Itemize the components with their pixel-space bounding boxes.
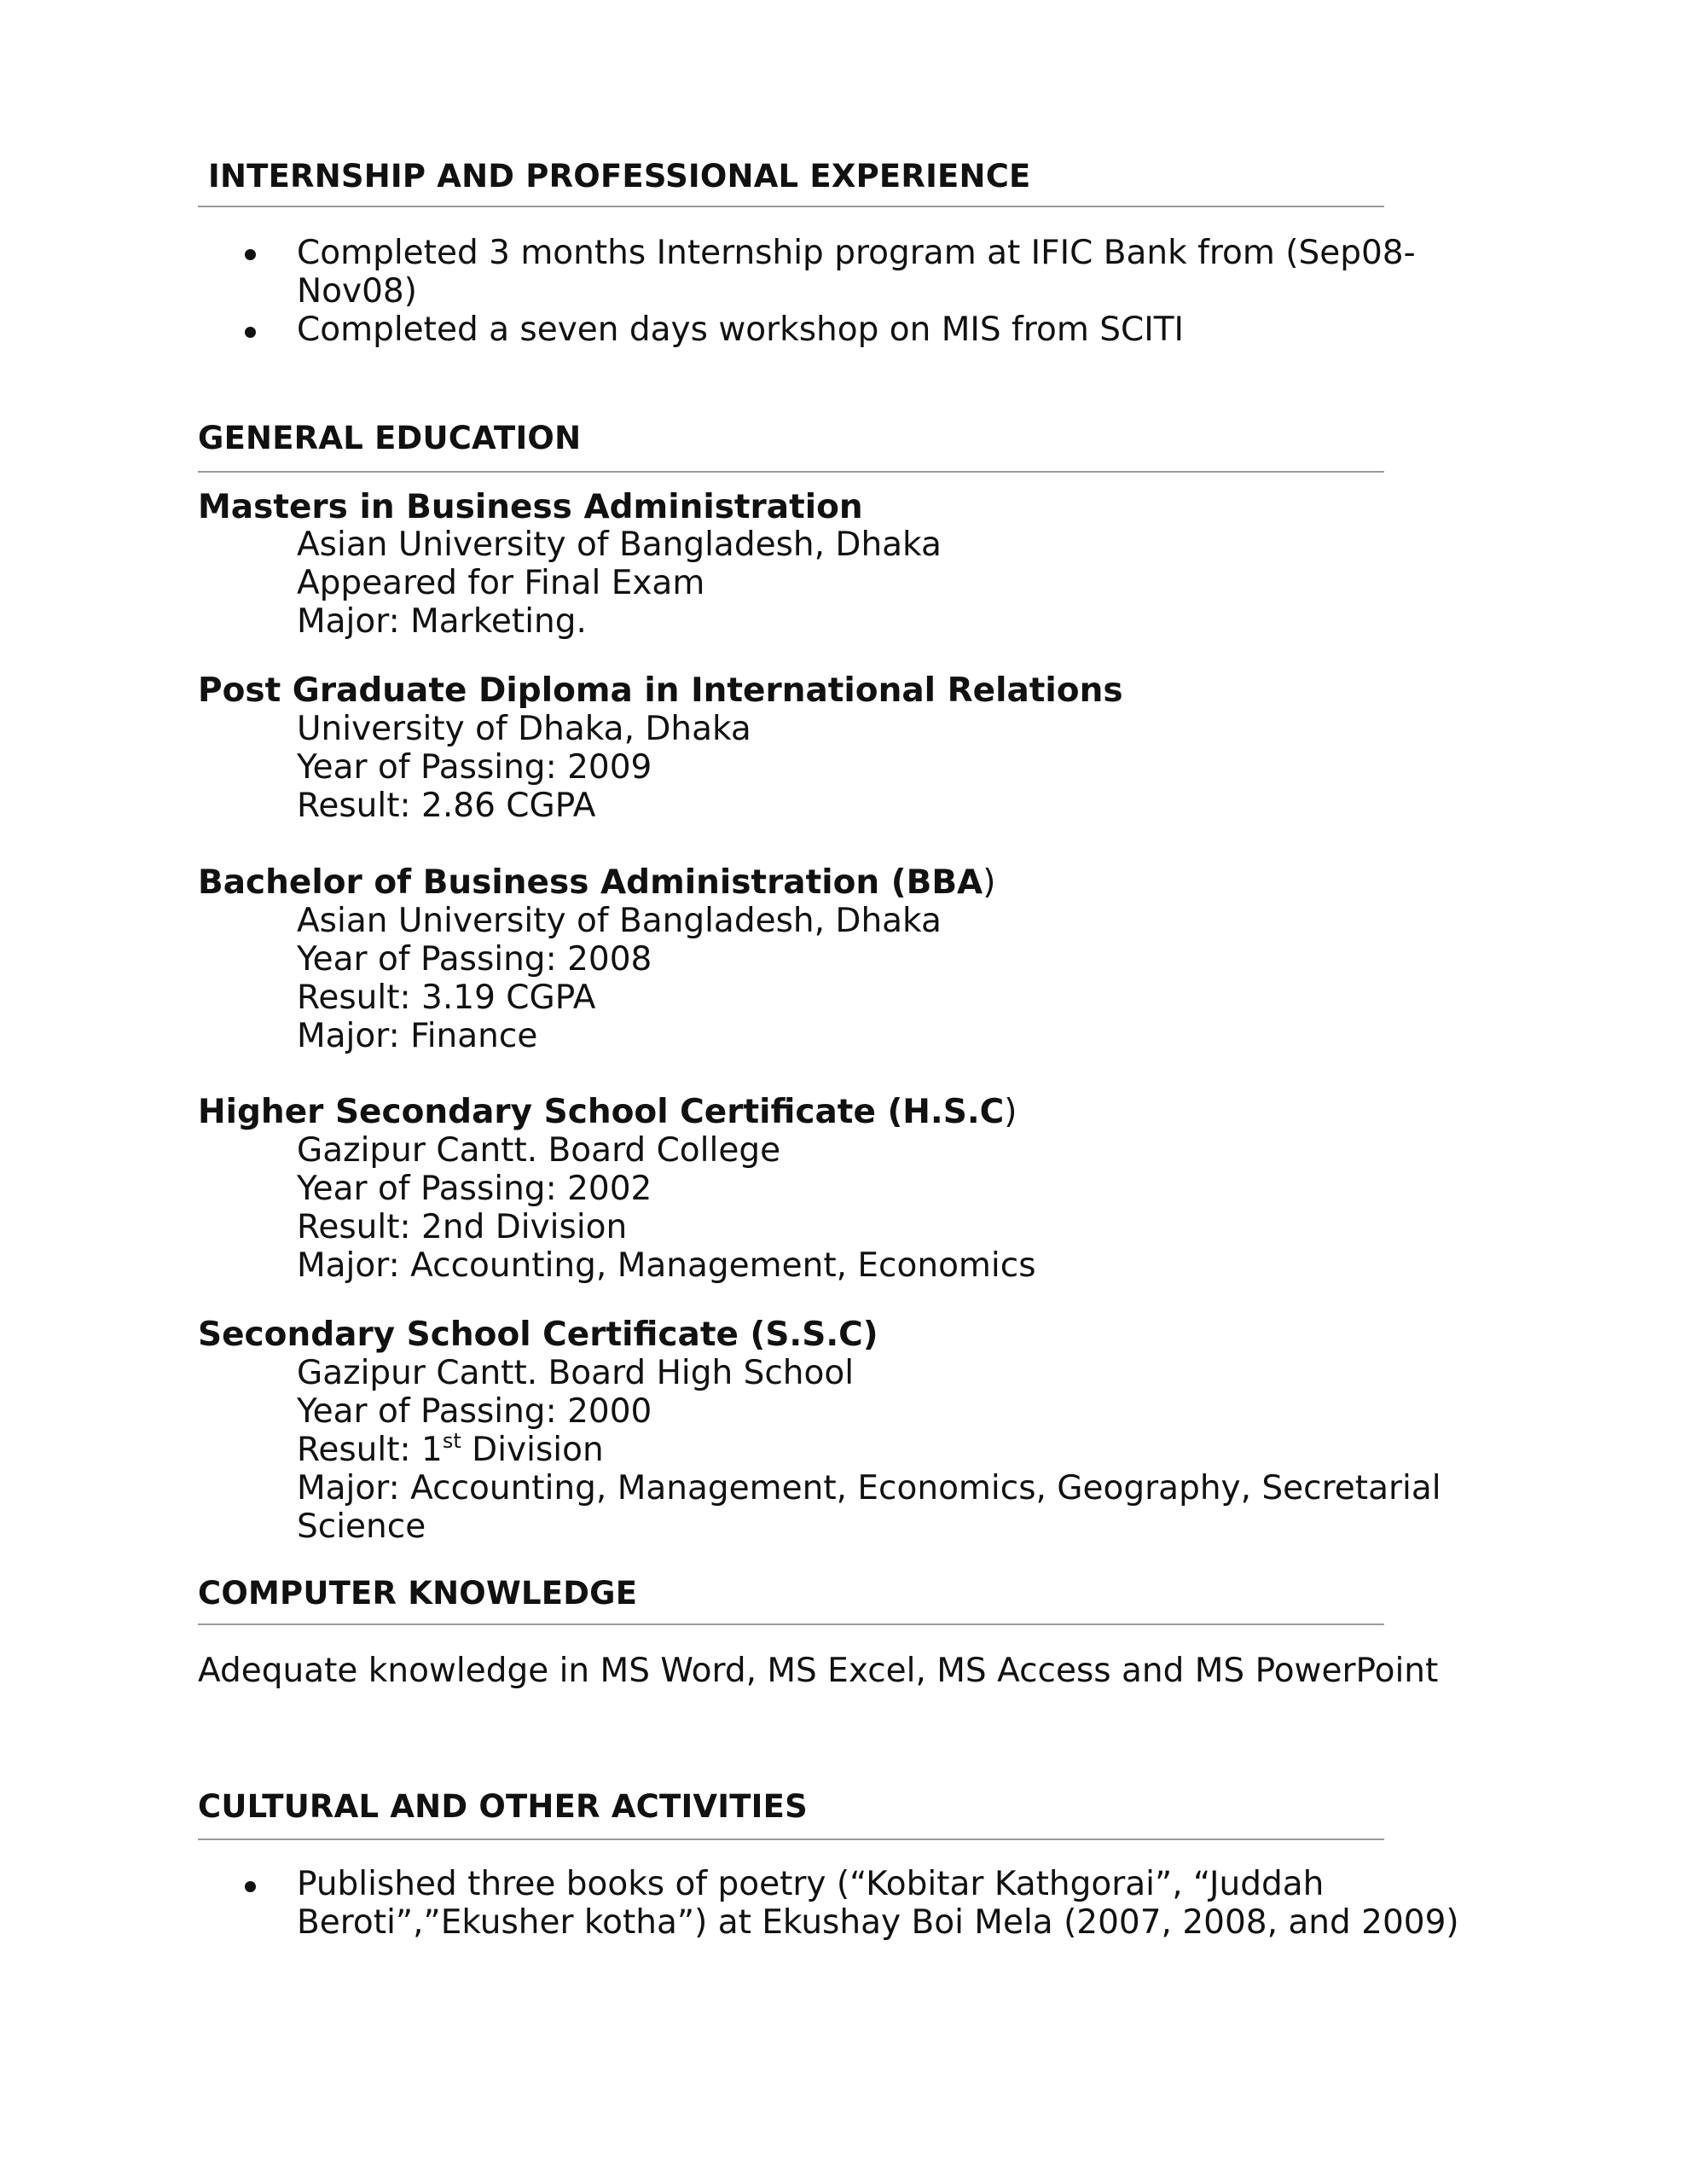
computer-divider bbox=[198, 1623, 1384, 1625]
degree-title: Post Graduate Diploma in International Relations bbox=[198, 671, 1123, 710]
degree-detail: Year of Passing: 2009 bbox=[297, 748, 652, 787]
degree-detail: Year of Passing: 2008 bbox=[297, 940, 652, 979]
degree-detail: Result: 2.86 CGPA bbox=[297, 787, 596, 825]
degree-detail: Gazipur Cantt. Board High School bbox=[297, 1354, 855, 1392]
cultural-item-line1: Published three books of poetry (“Kobitar Kathgorai”, “Juddah bbox=[297, 1865, 1325, 1903]
degree-detail: Major: Finance bbox=[297, 1017, 538, 1055]
cultural-heading: CULTURAL AND OTHER ACTIVITIES bbox=[198, 1788, 808, 1825]
internship-heading: INTERNSHIP AND PROFESSIONAL EXPERIENCE bbox=[208, 158, 1031, 195]
degree-detail: Asian University of Bangladesh, Dhaka bbox=[297, 902, 942, 940]
education-heading: GENERAL EDUCATION bbox=[198, 420, 582, 456]
degree-title: Secondary School Certificate (S.S.C) bbox=[198, 1316, 878, 1354]
degree-detail: Result: 3.19 CGPA bbox=[297, 979, 596, 1017]
degree-detail: Major: Accounting, Management, Economics bbox=[297, 1246, 1036, 1285]
degree-detail: Science bbox=[297, 1507, 426, 1546]
result-suffix: Division bbox=[461, 1431, 604, 1469]
result-prefix: Result: 1 bbox=[297, 1431, 443, 1469]
internship-item-1-line1: Completed 3 months Internship program at IFIC Bank from (Sep08- bbox=[297, 234, 1416, 272]
degree-detail: Result: 2nd Division bbox=[297, 1208, 628, 1246]
computer-text: Adequate knowledge in MS Word, MS Excel, MS Access and MS PowerPoint bbox=[198, 1652, 1439, 1690]
degree-title: Masters in Business Administration bbox=[198, 488, 863, 526]
degree-detail: Year of Passing: 2002 bbox=[297, 1170, 652, 1208]
computer-heading: COMPUTER KNOWLEDGE bbox=[198, 1575, 638, 1612]
cultural-item-line2: Beroti”,”Ekusher kotha”) at Ekushay Boi Mela (2007, 2008, and 2009) bbox=[297, 1903, 1459, 1942]
education-divider bbox=[198, 471, 1384, 473]
degree-title: Bachelor of Business Administration (BBA bbox=[198, 863, 983, 902]
degree-result bbox=[297, 1431, 604, 1469]
degree-title-row bbox=[198, 863, 995, 902]
internship-item-1-line2: Nov08) bbox=[297, 272, 417, 311]
degree-title-row bbox=[198, 1093, 1017, 1131]
bullet-icon bbox=[245, 327, 256, 338]
degree-detail: Major: Marketing. bbox=[297, 602, 587, 641]
bullet-icon bbox=[245, 1881, 256, 1892]
internship-item-2-line1: Completed a seven days workshop on MIS from SCITI bbox=[297, 311, 1185, 349]
bullet-icon bbox=[245, 249, 256, 260]
degree-title-tail: ) bbox=[1004, 1093, 1017, 1131]
degree-title: Higher Secondary School Certificate (H.S.C bbox=[198, 1093, 1005, 1131]
degree-title-tail: ) bbox=[983, 863, 996, 902]
degree-detail: Major: Accounting, Management, Economics, Geography, Secretarial bbox=[297, 1469, 1441, 1507]
degree-detail: Asian University of Bangladesh, Dhaka bbox=[297, 526, 942, 564]
degree-detail: Gazipur Cantt. Board College bbox=[297, 1131, 781, 1170]
degree-detail: University of Dhaka, Dhaka bbox=[297, 710, 751, 748]
degree-detail: Appeared for Final Exam bbox=[297, 564, 705, 602]
internship-divider bbox=[198, 206, 1384, 207]
result-superscript: st bbox=[442, 1429, 461, 1453]
degree-detail: Year of Passing: 2000 bbox=[297, 1392, 652, 1431]
cultural-divider bbox=[198, 1838, 1384, 1840]
